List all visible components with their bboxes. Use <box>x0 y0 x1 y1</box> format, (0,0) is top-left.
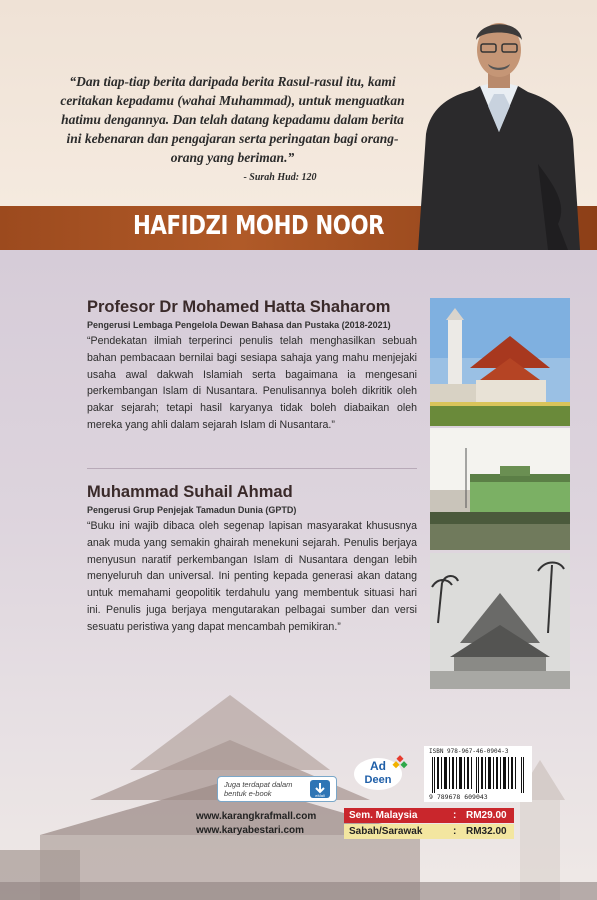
publisher-logo <box>352 752 410 792</box>
quote-source: - Surah Hud: 120 <box>243 172 317 183</box>
price-value: RM32.00 <box>466 826 507 837</box>
author-portrait <box>418 14 580 250</box>
endorsement-text: “Buku ini wajib dibaca oleh segenap lapisan masyarakat khususnya anak muda yang semakin ghairah menekuni sejarah. Penulis berjaya menyusun naratif perkembangan Islam di Nusantara dengan lebih menyeluruh dan universal. Ini penting kepada generasi akan datang untuk memahami geopolitik terdahulu yang membentuk situasi hari ini. Penulis juga berjaya mengutarakan pelbagai sumber dan versi sesuatu peristiwa yang dapat mencambah pemikiran.” <box>87 520 417 633</box>
barcode-number: 9 789678 609043 <box>429 793 488 801</box>
website-link[interactable]: www.karangkrafmall.com <box>196 811 317 822</box>
price-row-peninsular: Sem. Malaysia : RM29.00 <box>344 808 514 823</box>
isbn-label: ISBN 978-967-46-0904-3 <box>429 748 509 755</box>
mosque-photo <box>430 298 570 426</box>
download-icon <box>310 780 330 798</box>
website-link[interactable]: www.karyabestari.com <box>196 825 305 836</box>
price-value: RM29.00 <box>466 810 507 821</box>
ebook-icon-label: eMall <box>315 793 325 798</box>
barcode-bars <box>432 757 526 793</box>
ebook-badge <box>217 776 337 802</box>
divider <box>87 468 417 469</box>
endorser-name: Muhammad Suhail Ahmad <box>87 483 293 501</box>
quote-text: “Dan tiap-tiap berita daripada berita Rasul-rasul itu, kami ceritakan kepadamu (wahai Muhammad), untuk menguatkan hatimu dengannya. Dan telah datang kepadamu dalam berita ini kebenaran dan pengajaran serta peringatan bagi orang-orang yang beriman.” <box>60 74 405 165</box>
price-row-sabah-sarawak: Sabah/Sarawak : RM32.00 <box>344 824 514 839</box>
price-region: Sem. Malaysia <box>349 810 418 821</box>
endorsement-text: “Pendekatan ilmiah terperinci penulis telah menghasilkan sebuah bahan pembacaan bernilai bagi sesiapa sahaja yang mahu menjejaki usaha awal dakwah Islamiah serta bagaimana ia mengesani perkembangan Islam di Nusantara. Penulisannya boleh dikritik oleh pakar sejarah; tetapi hasil karyanya tidak boleh diabaikan oleh mereka yang ahli dalam sejarah Islam di Nusantara.” <box>87 335 417 431</box>
endorser-role: Pengerusi Grup Penjejak Tamadun Dunia (GPTD) <box>87 505 297 515</box>
waterfront-photo <box>430 428 570 550</box>
author-name: HAFIDZI MOHD NOOR <box>133 211 385 241</box>
endorser-role: Pengerusi Lembaga Pengelola Dewan Bahasa dan Pustaka (2018-2021) <box>87 320 391 330</box>
svg-text:Deen: Deen <box>364 774 392 786</box>
price-region: Sabah/Sarawak <box>349 826 423 837</box>
svg-text:Ad: Ad <box>370 759 386 773</box>
ebook-notice: Juga terdapat dalam bentuk e-book <box>224 780 293 798</box>
endorser-name: Profesor Dr Mohamed Hatta Shaharom <box>87 298 391 316</box>
